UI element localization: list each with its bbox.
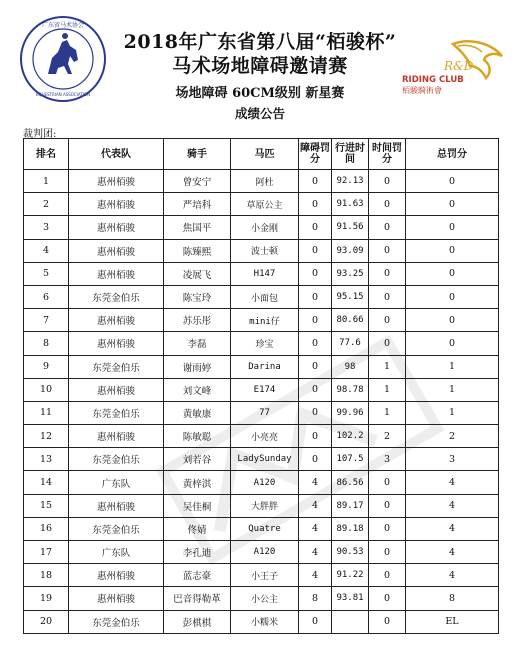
col-total-penalty-cell: 0	[406, 216, 499, 239]
col-rider-cell: 谢雨婷	[164, 355, 231, 378]
col-obstacle-penalty-cell: 0	[299, 401, 332, 424]
col-horse-cell: 草原公主	[231, 193, 299, 216]
table-row	[24, 332, 499, 355]
col-rider-cell: 苏乐彤	[164, 309, 231, 332]
col-total-penalty-cell: 4	[406, 471, 499, 494]
right-logo-text-cn: 栢駿騎術會	[402, 86, 442, 95]
svg-text:EQUESTRIAN ASSOCIATION: EQUESTRIAN ASSOCIATION	[35, 92, 91, 97]
col-time-penalty-cell: 0	[369, 541, 406, 564]
col-horse-cell: 小亮亮	[231, 425, 299, 448]
col-rank-header: 排名	[24, 139, 69, 170]
col-total-penalty-cell: 3	[406, 448, 499, 471]
col-team-cell: 东莞金伯乐	[69, 285, 164, 308]
col-rider-cell: 佟婧	[164, 517, 231, 540]
col-team-cell: 惠州栢骏	[69, 170, 164, 193]
table-row	[24, 355, 499, 378]
col-rank-cell: 5	[24, 262, 69, 285]
col-horse-cell: 阿杜	[231, 170, 299, 193]
col-horse-header: 马匹	[231, 139, 299, 170]
col-time-header: 行进时间	[332, 139, 369, 170]
horse-head-logo-icon	[398, 36, 508, 96]
col-rider-cell: 巴音得勒革	[164, 587, 231, 610]
col-total-penalty-cell: 2	[406, 425, 499, 448]
col-time-cell: 102.2	[332, 425, 369, 448]
col-rider-cell: 陈敏聪	[164, 425, 231, 448]
col-time-cell: 91.56	[332, 216, 369, 239]
col-time-cell: 107.5	[332, 448, 369, 471]
col-time-cell: 89.17	[332, 494, 369, 517]
col-time-penalty-cell: 3	[369, 448, 406, 471]
col-obstacle-penalty-cell: 0	[299, 239, 332, 262]
col-obstacle-penalty-cell: 4	[299, 471, 332, 494]
table-header-row	[24, 139, 499, 170]
table-row	[24, 610, 499, 633]
col-time-penalty-cell: 0	[369, 239, 406, 262]
col-time-cell: 93.81	[332, 587, 369, 610]
col-team-header: 代表队	[69, 139, 164, 170]
col-rank-cell: 16	[24, 517, 69, 540]
svg-text:广东省马术协会: 广东省马术协会	[41, 22, 85, 29]
table-row	[24, 564, 499, 587]
col-obstacle-penalty-cell: 4	[299, 541, 332, 564]
col-total-penalty-cell: 0	[406, 193, 499, 216]
col-team-cell: 东莞金伯乐	[69, 448, 164, 471]
col-rank-cell: 11	[24, 401, 69, 424]
col-total-penalty-cell: 0	[406, 262, 499, 285]
table-row	[24, 425, 499, 448]
col-time-cell: 93.25	[332, 262, 369, 285]
col-time-cell	[332, 610, 369, 633]
col-rank-cell: 18	[24, 564, 69, 587]
col-team-cell: 东莞金伯乐	[69, 401, 164, 424]
results-table	[23, 138, 499, 634]
col-time-penalty-cell: 1	[369, 355, 406, 378]
col-time-cell: 91.63	[332, 193, 369, 216]
col-rider-cell: 刘若谷	[164, 448, 231, 471]
col-time-cell: 93.09	[332, 239, 369, 262]
col-team-cell: 东莞金伯乐	[69, 517, 164, 540]
col-time-penalty-cell: 0	[369, 610, 406, 633]
table-row	[24, 239, 499, 262]
col-team-cell: 惠州栢骏	[69, 262, 164, 285]
col-horse-cell: mini仔	[231, 309, 299, 332]
col-rank-cell: 3	[24, 216, 69, 239]
table-row	[24, 285, 499, 308]
col-rank-cell: 2	[24, 193, 69, 216]
col-time-cell: 80.66	[332, 309, 369, 332]
col-total-penalty-cell: 4	[406, 494, 499, 517]
col-horse-cell: Darina	[231, 355, 299, 378]
table-row	[24, 378, 499, 401]
col-total-penalty-cell: 4	[406, 517, 499, 540]
table-row	[24, 170, 499, 193]
svg-text:R&D: R&D	[444, 59, 474, 73]
table-row	[24, 216, 499, 239]
col-horse-cell: 77	[231, 401, 299, 424]
col-rider-cell: 黄梓淇	[164, 471, 231, 494]
col-time-penalty-cell: 0	[369, 193, 406, 216]
col-time-penalty-cell: 0	[369, 332, 406, 355]
col-time-cell: 99.96	[332, 401, 369, 424]
col-horse-cell: 小糯米	[231, 610, 299, 633]
col-team-cell: 惠州栢骏	[69, 587, 164, 610]
col-horse-cell: A120	[231, 541, 299, 564]
col-team-cell: 广东队	[69, 471, 164, 494]
col-total-penalty-cell: 1	[406, 378, 499, 401]
col-obstacle-penalty-cell: 4	[299, 517, 332, 540]
col-rank-cell: 8	[24, 332, 69, 355]
col-rank-cell: 19	[24, 587, 69, 610]
col-total-penalty-cell: 4	[406, 564, 499, 587]
col-time-penalty-cell: 2	[369, 425, 406, 448]
judges-label: 裁判团:	[23, 129, 57, 140]
col-time-penalty-cell: 0	[369, 262, 406, 285]
announcement-heading: 成绩公告	[234, 106, 285, 121]
table-row	[24, 471, 499, 494]
col-rank-cell: 14	[24, 471, 69, 494]
col-rank-cell: 15	[24, 494, 69, 517]
col-team-cell: 惠州栢骏	[69, 378, 164, 401]
col-team-cell: 广东队	[69, 541, 164, 564]
col-time-cell: 98.78	[332, 378, 369, 401]
col-total-penalty-cell: 1	[406, 401, 499, 424]
col-team-cell: 惠州栢骏	[69, 239, 164, 262]
col-horse-cell: 珍宝	[231, 332, 299, 355]
col-time-penalty-cell: 0	[369, 517, 406, 540]
table-row	[24, 494, 499, 517]
col-time-cell: 86.56	[332, 471, 369, 494]
event-subtitle: 场地障碍 60CM级别 新星赛	[175, 86, 345, 101]
col-rider-header: 骑手	[164, 139, 231, 170]
col-horse-cell: 小金刚	[231, 216, 299, 239]
col-obstacle-penalty-cell: 4	[299, 494, 332, 517]
col-rider-cell: 刘文峰	[164, 378, 231, 401]
col-rider-cell: 彭棋棋	[164, 610, 231, 633]
col-obstacle-penalty-cell: 4	[299, 564, 332, 587]
col-obstacle-penalty-cell: 0	[299, 216, 332, 239]
table-row	[24, 193, 499, 216]
col-time-penalty-cell: 0	[369, 587, 406, 610]
col-rider-cell: 蓝志豪	[164, 564, 231, 587]
col-team-cell: 惠州栢骏	[69, 564, 164, 587]
col-rider-cell: 焦国平	[164, 216, 231, 239]
col-total-penalty-header: 总罚分	[406, 139, 499, 170]
col-rider-cell: 李孔迪	[164, 541, 231, 564]
col-total-penalty-cell: 0	[406, 309, 499, 332]
table-row	[24, 262, 499, 285]
col-time-cell: 77.6	[332, 332, 369, 355]
col-rider-cell: 曾安宁	[164, 170, 231, 193]
col-rank-cell: 20	[24, 610, 69, 633]
col-obstacle-penalty-cell: 0	[299, 262, 332, 285]
col-total-penalty-cell: 0	[406, 285, 499, 308]
col-total-penalty-cell: 0	[406, 170, 499, 193]
col-horse-cell: 波士顿	[231, 239, 299, 262]
table-row	[24, 587, 499, 610]
col-obstacle-penalty-cell: 0	[299, 170, 332, 193]
col-horse-cell: H147	[231, 262, 299, 285]
col-obstacle-penalty-cell: 0	[299, 425, 332, 448]
col-horse-cell: LadySunday	[231, 448, 299, 471]
col-time-cell: 95.15	[332, 285, 369, 308]
col-rider-cell: 陈宝玲	[164, 285, 231, 308]
col-horse-cell: E174	[231, 378, 299, 401]
col-team-cell: 惠州栢骏	[69, 425, 164, 448]
col-team-cell: 东莞金伯乐	[69, 610, 164, 633]
col-total-penalty-cell: 0	[406, 332, 499, 355]
col-rank-cell: 4	[24, 239, 69, 262]
col-total-penalty-cell: 1	[406, 355, 499, 378]
table-row	[24, 309, 499, 332]
riding-club-logo	[398, 36, 508, 96]
table-row	[24, 517, 499, 540]
col-obstacle-penalty-cell: 0	[299, 285, 332, 308]
col-team-cell: 惠州栢骏	[69, 332, 164, 355]
table-row	[24, 401, 499, 424]
results-body	[24, 170, 499, 634]
col-total-penalty-cell: 8	[406, 587, 499, 610]
col-time-cell: 89.18	[332, 517, 369, 540]
col-obstacle-penalty-header: 障碍罚分	[299, 139, 332, 170]
col-rank-cell: 13	[24, 448, 69, 471]
col-horse-cell: Quatre	[231, 517, 299, 540]
col-horse-cell: 小王子	[231, 564, 299, 587]
col-time-penalty-cell: 0	[369, 216, 406, 239]
col-obstacle-penalty-cell: 8	[299, 587, 332, 610]
col-rank-cell: 6	[24, 285, 69, 308]
col-time-penalty-header: 时间罚分	[369, 139, 406, 170]
col-rider-cell: 吴佳桐	[164, 494, 231, 517]
col-team-cell: 惠州栢骏	[69, 193, 164, 216]
col-rank-cell: 1	[24, 170, 69, 193]
col-rider-cell: 凌展飞	[164, 262, 231, 285]
association-emblem-icon	[18, 14, 108, 104]
col-obstacle-penalty-cell: 0	[299, 309, 332, 332]
col-time-cell: 90.53	[332, 541, 369, 564]
table-row	[24, 541, 499, 564]
col-horse-cell: 小面包	[231, 285, 299, 308]
col-horse-cell: 大胖胖	[231, 494, 299, 517]
col-total-penalty-cell: 4	[406, 541, 499, 564]
col-rider-cell: 严培科	[164, 193, 231, 216]
col-time-cell: 91.22	[332, 564, 369, 587]
col-obstacle-penalty-cell: 0	[299, 448, 332, 471]
right-logo-text: RIDING CLUB	[402, 75, 464, 85]
col-time-penalty-cell: 0	[369, 170, 406, 193]
page-title-line2: 马术场地障碍邀请赛	[172, 55, 348, 77]
col-rank-cell: 12	[24, 425, 69, 448]
col-obstacle-penalty-cell: 0	[299, 332, 332, 355]
col-rank-cell: 17	[24, 541, 69, 564]
col-team-cell: 东莞金伯乐	[69, 355, 164, 378]
table-row	[24, 448, 499, 471]
col-team-cell: 惠州栢骏	[69, 309, 164, 332]
col-rank-cell: 10	[24, 378, 69, 401]
col-time-penalty-cell: 0	[369, 564, 406, 587]
col-rider-cell: 李磊	[164, 332, 231, 355]
col-rank-cell: 9	[24, 355, 69, 378]
col-time-penalty-cell: 0	[369, 285, 406, 308]
col-team-cell: 惠州栢骏	[69, 494, 164, 517]
col-obstacle-penalty-cell: 0	[299, 378, 332, 401]
col-rider-cell: 陈臻熙	[164, 239, 231, 262]
col-obstacle-penalty-cell: 0	[299, 193, 332, 216]
col-horse-cell: 小公主	[231, 587, 299, 610]
col-rider-cell: 黄敏康	[164, 401, 231, 424]
col-total-penalty-cell: 0	[406, 239, 499, 262]
col-obstacle-penalty-cell: 0	[299, 355, 332, 378]
col-time-penalty-cell: 0	[369, 309, 406, 332]
col-time-penalty-cell: 0	[369, 471, 406, 494]
col-horse-cell: A120	[231, 471, 299, 494]
col-team-cell: 惠州栢骏	[69, 216, 164, 239]
page-title-line1: 2018年广东省第八届“栢骏杯”	[123, 31, 397, 53]
col-rank-cell: 7	[24, 309, 69, 332]
col-time-cell: 98	[332, 355, 369, 378]
col-time-penalty-cell: 1	[369, 378, 406, 401]
col-time-cell: 92.13	[332, 170, 369, 193]
col-time-penalty-cell: 0	[369, 494, 406, 517]
col-obstacle-penalty-cell: 0	[299, 610, 332, 633]
col-total-penalty-cell: EL	[406, 610, 499, 633]
col-time-penalty-cell: 1	[369, 401, 406, 424]
